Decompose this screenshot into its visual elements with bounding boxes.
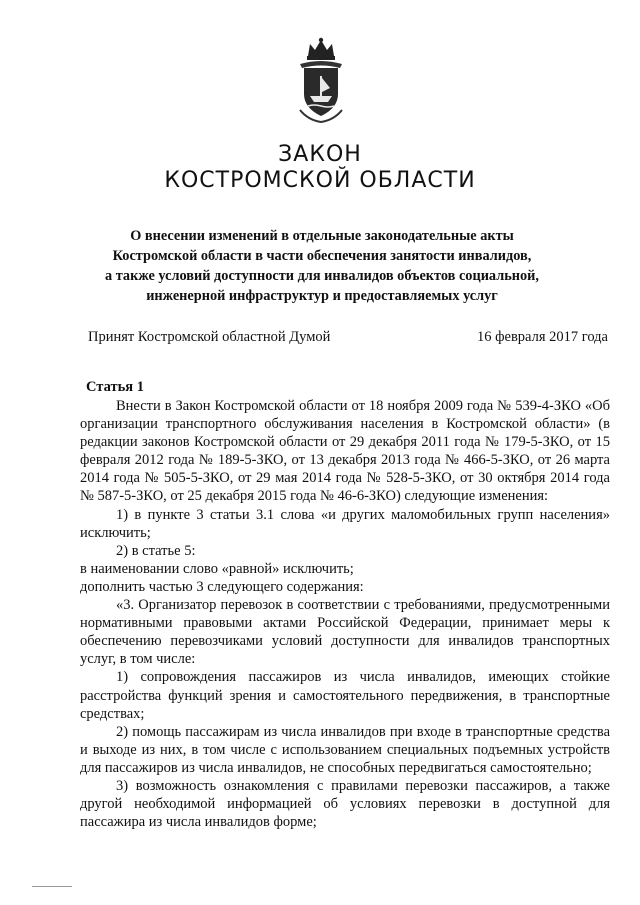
paragraph: 2) в статье 5: [116,542,196,559]
subject-line: инженерной инфраструктур и предоставляемых услуг [146,288,498,304]
paragraph: в наименовании слово «равной» исключить; [80,560,354,577]
adoption-date: 16 февраля 2017 года [476,329,608,345]
subject-line: а также условий доступности для инвалидов объектов социальной, [105,268,539,284]
region-title: КОСТРОМСКОЙ ОБЛАСТИ [164,168,476,193]
subject-line: Костромской области в части обеспечения занятости инвалидов, [112,248,532,264]
article-body [80,397,610,831]
subject-line: О внесении изменений в отдельные законодательные акты [130,228,514,244]
article-heading: Статья 1 [86,379,144,395]
paragraph: 2) помощь пассажирам из числа инвалидов при входе в транспортные средства и выходе из них, в том числе с использованием специальных подъемных устройств для пассажиров из числа инвалидов, не способных передвигаться самостоятельно; [80,723,610,776]
law-title: ЗАКОН [278,142,362,167]
paragraph: Внести в Закон Костромской области от 18 ноября 2009 года № 539-4-ЗКО «Об организации транспортного обслуживания населения в Костромской области» (в редакции законов Костромской области от 29 декабря 2011 года № 179-5-ЗКО, от 15 февраля 2012 года № 189-5-ЗКО, от 13 декабря 2013 года № 466-5-ЗКО, от 26 марта 2014 года № 505-5-ЗКО, от 29 мая 2014 года № 528-5-ЗКО, от 30 октября 2014 года № 587-5-ЗКО, от 25 декабря 2015 года № 46-6-ЗКО) следующие изменения: [80,398,610,505]
paragraph: 1) сопровождения пассажиров из числа инвалидов, имеющих стойкие расстройства функций зрения и самостоятельного передвижения, в транспортные средствах; [80,669,610,722]
paragraph: 3) возможность ознакомления с правилами перевозки пассажиров, а также другой необходимой информацией об условиях перевозки в доступной для пассажира из числа инвалидов форме; [80,777,610,831]
paragraph: дополнить частью 3 следующего содержания: [80,578,364,595]
kostroma-coat-of-arms-icon [296,36,346,124]
footer-divider [32,886,72,887]
paragraph: «3. Организатор перевозок в соответствии с требованиями, предусмотренными нормативными правовыми актами Российской Федерации, принимает меры к обеспечению перевозчиками условий доступности для инвалидов транспортных услуг, в том числе: [80,597,610,668]
law-subject [84,226,560,306]
paragraph: 1) в пункте 3 статьи 3.1 слова «и других маломобильных групп населения» исключить; [80,506,610,541]
adopted-by: Принят Костромской областной Думой [88,329,331,345]
